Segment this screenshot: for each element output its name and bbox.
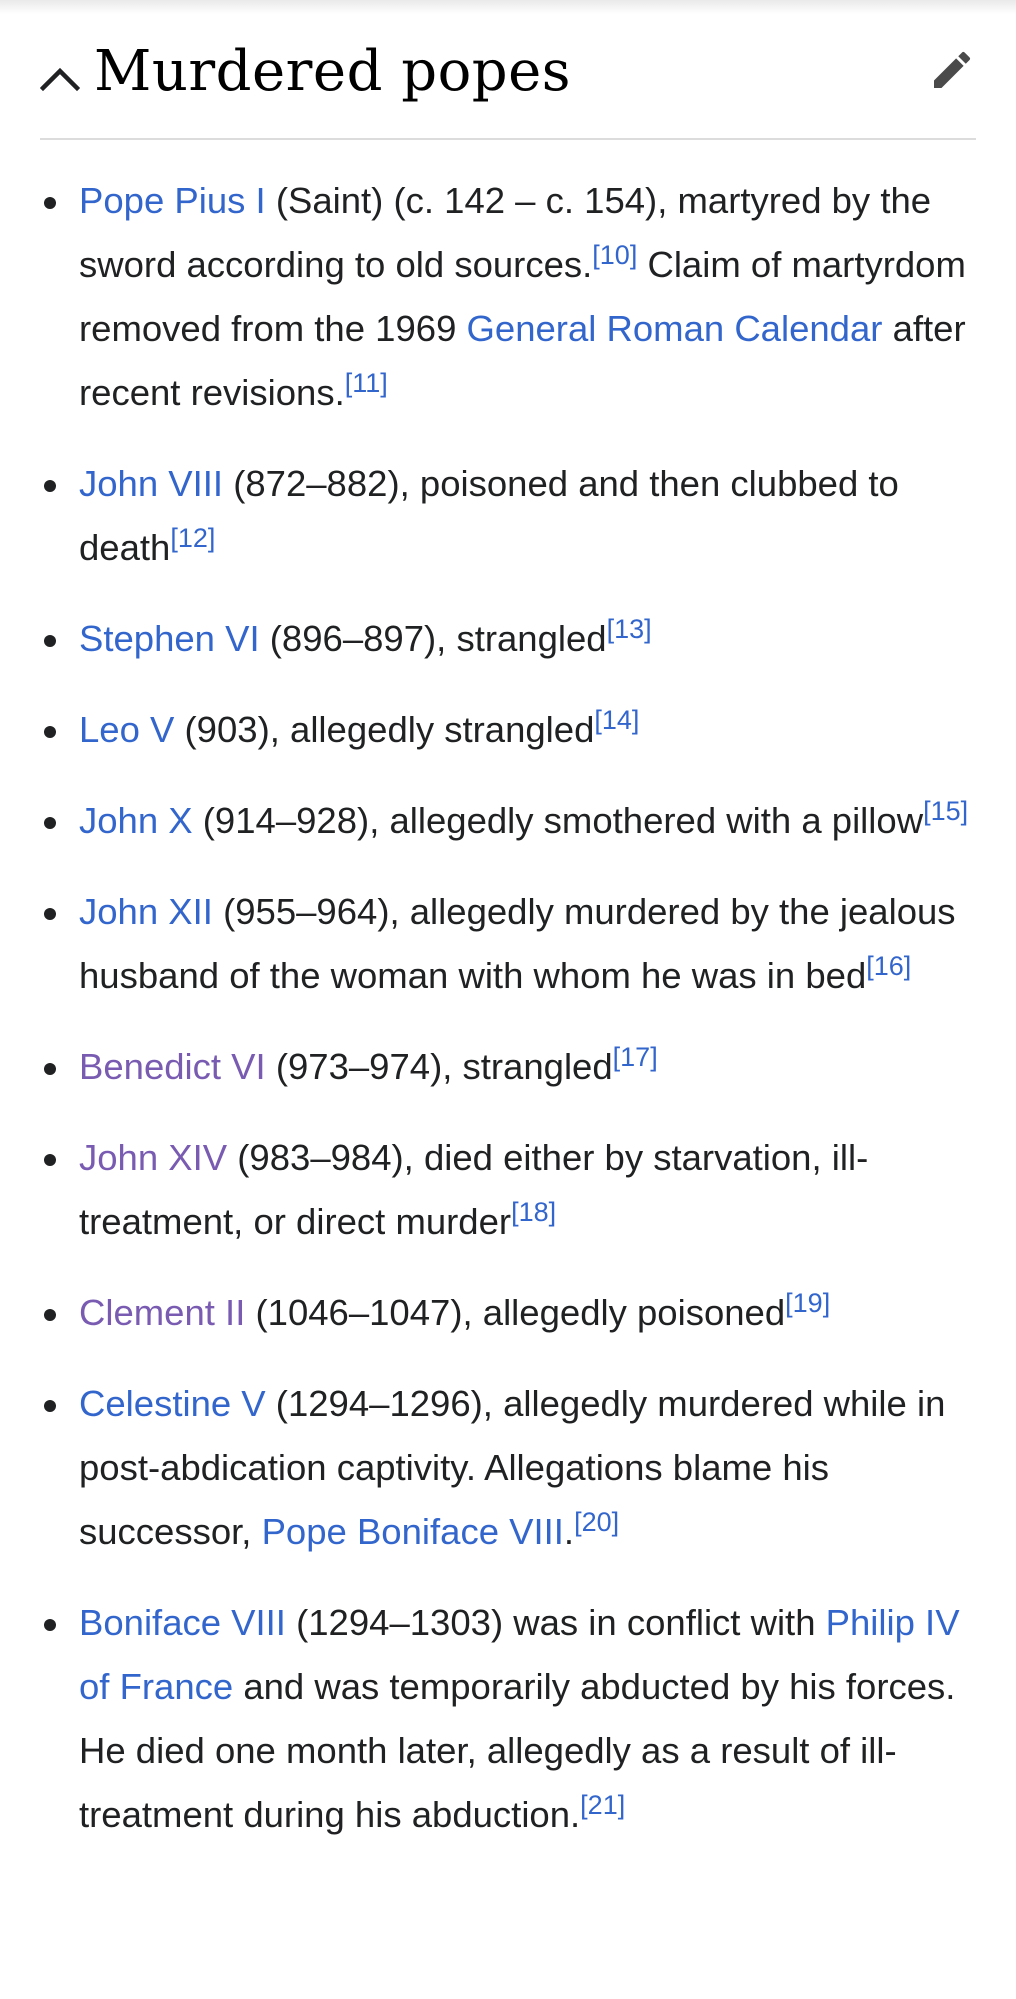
reference-13[interactable]: [13]: [606, 613, 652, 644]
top-shadow: [0, 0, 1016, 14]
list-item-john-xiv: [40, 1126, 980, 1254]
reference-21[interactable]: [21]: [580, 1789, 626, 1820]
reference-10[interactable]: [10]: [592, 239, 638, 270]
list-item-celestine-v: [40, 1372, 980, 1564]
list-item-boniface-viii: [40, 1591, 980, 1847]
link-leo-v[interactable]: Leo V: [79, 709, 175, 750]
reference-14[interactable]: [14]: [594, 704, 640, 735]
list-item-john-viii: [40, 452, 980, 580]
link-benedict-vi[interactable]: Benedict VI: [79, 1046, 266, 1087]
link-philip-iv-of-france[interactable]: Philip IV of France: [79, 1602, 960, 1707]
pencil-icon[interactable]: [928, 46, 976, 94]
list-item-stephen-vi: [40, 607, 980, 671]
list-item-text: Claim of martyrdom removed from the 1969: [79, 244, 966, 349]
link-john-x[interactable]: John X: [79, 800, 193, 841]
link-john-viii[interactable]: John VIII: [79, 463, 224, 504]
list-item-text: (1294–1296), allegedly murdered while in post-abdication captivity. Allegations blame his successor,: [79, 1383, 946, 1552]
list-item-pius-i: [40, 169, 980, 425]
list-item-john-xii: [40, 880, 980, 1008]
reference-17[interactable]: [17]: [612, 1041, 658, 1072]
list-item-text: .: [563, 1511, 575, 1552]
link-john-xiv[interactable]: John XIV: [79, 1137, 228, 1178]
list-item-text: (903), allegedly strangled: [174, 709, 595, 750]
list-item-text: (872–882), poisoned and then clubbed to death: [79, 463, 899, 568]
list-item-leo-v: [40, 698, 980, 762]
reference-18[interactable]: [18]: [511, 1196, 557, 1227]
link-celestine-v[interactable]: Celestine V: [79, 1383, 266, 1424]
list-item-john-x: [40, 789, 980, 853]
list-item-text: (955–964), allegedly murdered by the jealous husband of the woman with whom he was in bed: [79, 891, 956, 996]
link-stephen-vi[interactable]: Stephen VI: [79, 618, 260, 659]
list-item-benedict-vi: [40, 1035, 980, 1099]
link-pope-pius-i[interactable]: Pope Pius I: [79, 180, 266, 221]
reference-19[interactable]: [19]: [785, 1287, 831, 1318]
murdered-popes-list: [40, 169, 980, 1874]
section-header[interactable]: [40, 22, 976, 140]
list-item-text: (914–928), allegedly smothered with a pillow: [192, 800, 924, 841]
reference-11[interactable]: [11]: [344, 367, 388, 398]
link-clement-ii[interactable]: Clement II: [79, 1292, 246, 1333]
reference-12[interactable]: [12]: [170, 522, 216, 553]
reference-20[interactable]: [20]: [574, 1506, 620, 1537]
section-title: Murdered popes: [94, 39, 572, 104]
link-john-xii[interactable]: John XII: [79, 891, 213, 932]
reference-16[interactable]: [16]: [866, 950, 912, 981]
list-item-text: (1294–1303) was in conflict with: [285, 1602, 826, 1643]
list-item-text: (896–897), strangled: [259, 618, 607, 659]
list-item-clement-ii: [40, 1281, 980, 1345]
list-item-text: (1046–1047), allegedly poisoned: [245, 1292, 786, 1333]
list-item-text: after recent revisions.: [79, 308, 966, 413]
link-general-roman-calendar[interactable]: General Roman Calendar: [466, 308, 883, 349]
link-pope-boniface-viii[interactable]: Pope Boniface VIII: [261, 1511, 564, 1552]
list-item-text: (983–984), died either by starvation, ill-treatment, or direct murder: [79, 1137, 869, 1242]
reference-15[interactable]: [15]: [923, 795, 969, 826]
list-item-text: and was temporarily abducted by his forces. He died one month later, allegedly as a result of ill-treatment during his abduction.: [79, 1666, 956, 1835]
chevron-up-icon[interactable]: [40, 58, 80, 98]
link-boniface-viii[interactable]: Boniface VIII: [79, 1602, 286, 1643]
list-item-text: (Saint) (c. 142 – c. 154), martyred by the sword according to old sources.: [79, 180, 932, 285]
list-item-text: (973–974), strangled: [265, 1046, 613, 1087]
